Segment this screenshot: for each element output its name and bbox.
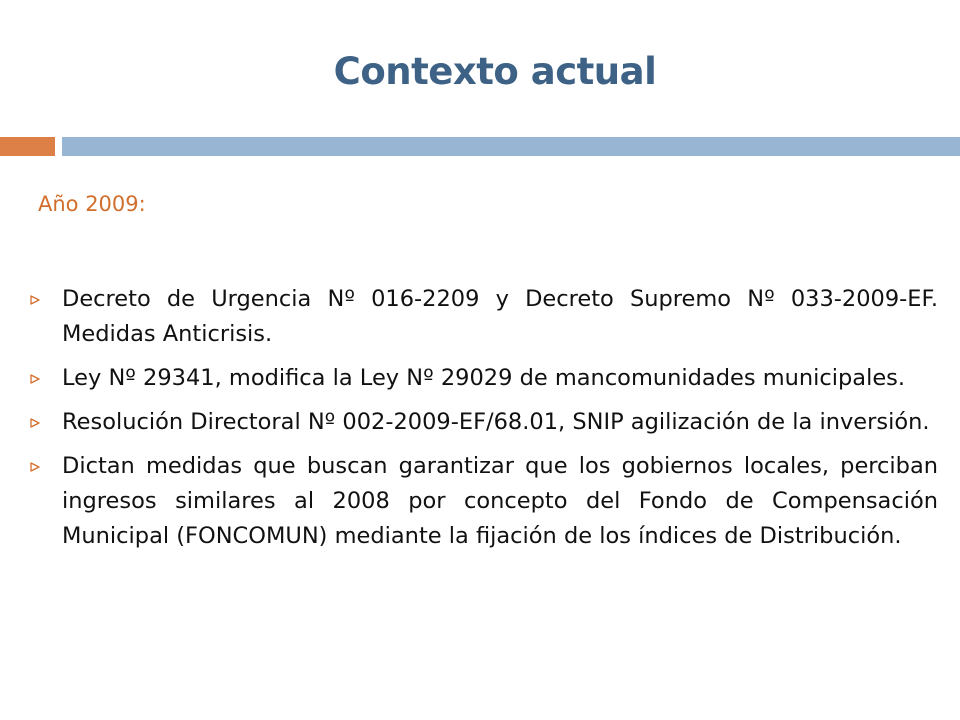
arrow-right-icon [30,374,41,384]
bullet-text: Dictan medidas que buscan garantizar que los gobiernos locales, perciban ingresos similares al 2008 por concepto del Fondo de Compensación Municipal (FONCOMUN) mediante la fijación de los índices de Distribución. [62,453,938,549]
bullet-item [30,361,938,396]
bullet-item [30,405,938,440]
arrow-right-icon [30,418,41,428]
bullet-list [30,282,938,563]
arrow-right-icon [30,295,41,305]
bullet-text: Ley Nº 29341, modifica la Ley Nº 29029 de mancomunidades municipales. [62,365,906,391]
accent-bar-blue [62,137,960,156]
slide-title: Contexto actual [333,50,657,93]
bullet-text: Resolución Directoral Nº 002-2009-EF/68.01, SNIP agilización de la inversión. [62,409,930,435]
bullet-item [30,449,938,554]
bullet-text: Decreto de Urgencia Nº 016-2209 y Decreto Supremo Nº 033-2009-EF. Medidas Anticrisis. [62,286,938,347]
bullet-item [30,282,938,352]
accent-bar-orange [0,137,55,156]
arrow-right-icon [30,462,41,472]
year-label: Año 2009: [38,192,146,216]
